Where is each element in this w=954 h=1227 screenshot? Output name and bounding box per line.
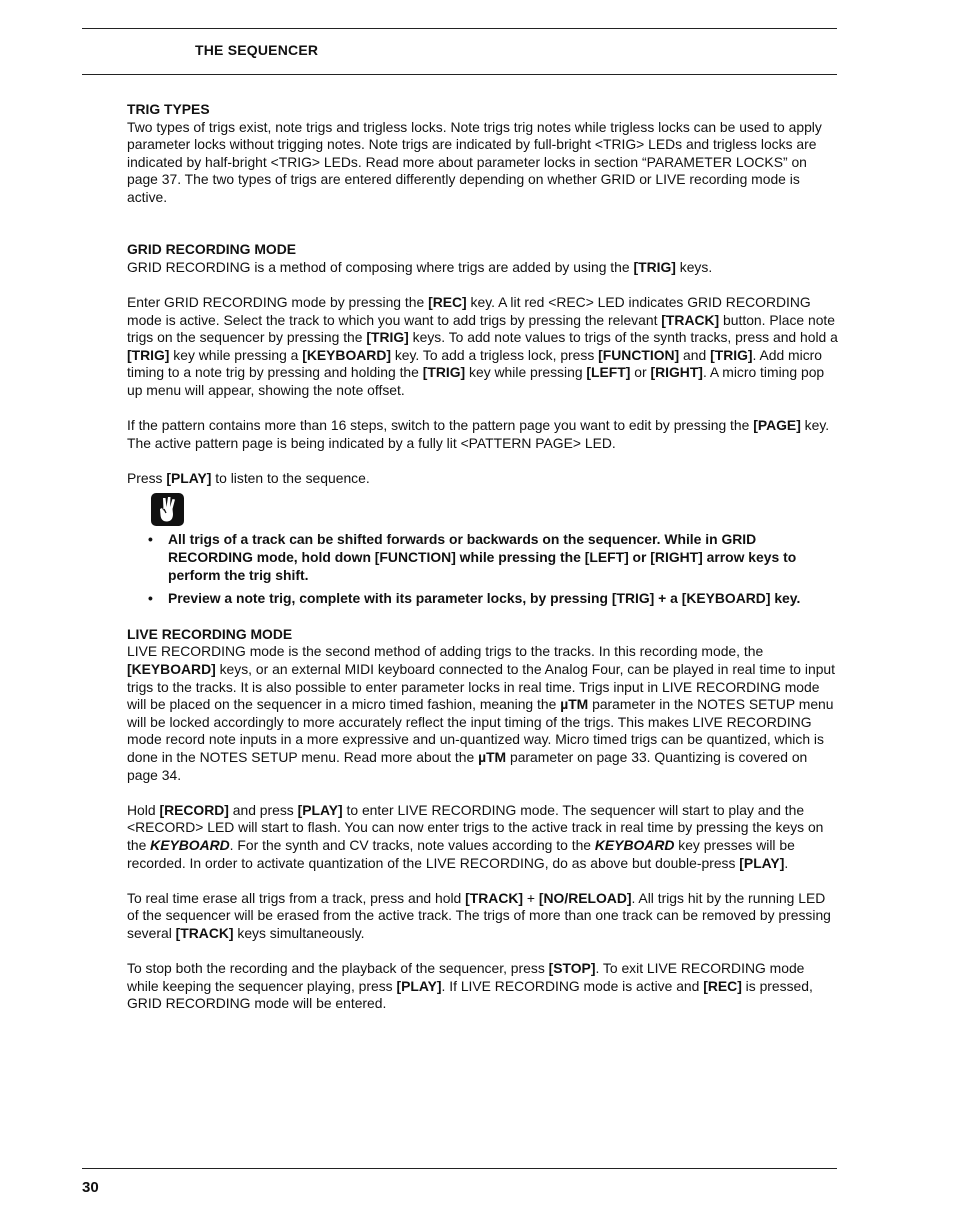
tip-item: • All trigs of a track can be shifted forwards or backwards on the sequencer. While in GRID RECORDING mode, hold down [FUNCTION] while pressing the [LEFT] or [RIGHT] arrow keys to perform the trig shift. [148,531,797,583]
paragraph-grid-3: If the pattern contains more than 16 steps, switch to the pattern page you want to edit by pressing the [PAGE] key. The active pattern page is being indicated by a fully lit <PATTERN PAGE> LED. [127,417,830,451]
hand-tip-icon [151,493,184,526]
tip-item: • Preview a note trig, complete with its parameter locks, by pressing [TRIG] + a [KEYBOARD] key. [148,590,801,607]
paragraph-live-3: To real time erase all trigs from a track, press and hold [TRACK] + [NO/RELOAD]. All trigs hit by the running LED of the sequencer will be erased from the active track. The trigs of more than one track can be removed by pressing several [TRACK] keys simultaneously. [127,889,831,941]
hand-tip-icon-glyph [156,496,180,524]
section-heading-trig-types: TRIG TYPES [127,101,210,117]
paragraph-live-2: Hold [RECORD] and press [PLAY] to enter LIVE RECORDING mode. The sequencer will start to play and the <RECORD> LED will start to flash. You can now enter trigs to the active track in real time by pressing the keys on the KEYBOARD. For the synth and CV tracks, note values according to the KEYBOARD key presses will be recorded. In order to activate quantization of the LIVE RECORDING, do as above but double-press [PLAY]. [127,801,824,871]
paragraph-trig-types: Two types of trigs exist, note trigs and trigless locks. Note trigs trig notes while trigless locks can be used to apply parameter locks without trigging notes. Note trigs are indicated by full-bright <TRIG> LEDs and trigless locks are indicated by half-bright <TRIG> LEDs. Read more about parameter locks in section “PARAMETER LOCKS” on page 37. The two types of trigs are entered differently depending on whether GRID or LIVE recording mode is active. [127,118,822,205]
paragraph-grid-4: Press [PLAY] to listen to the sequence. [127,469,370,486]
paragraph-grid-1: GRID RECORDING is a method of composing where trigs are added by using the [TRIG] keys. [127,258,713,275]
paragraph-live-1: LIVE RECORDING mode is the second method of adding trigs to the tracks. In this recording mode, the [KEYBOARD] keys, or an external MIDI keyboard connected to the Analog Four, can be played in real time to input trigs to the tracks. It is also possible to enter parameter locks in real time. Trigs input in LIVE RECORDING mode will be placed on the sequencer in a micro timed fashion, meaning the µTM parameter in the NOTES SETUP menu will be locked accordingly to more accurately reflect the input timing of the trigs. This makes LIVE RECORDING mode record note inputs in a more expressive and un-quantized way. Micro timed trigs can be quantized, which is done in the NOTES SETUP menu. Read more about the µTM parameter on page 33. Quantizing is covered on page 34. [127,643,836,783]
page-number: 30 [82,1179,99,1196]
section-heading-grid-recording: GRID RECORDING MODE [127,241,297,258]
section-heading-live-recording: LIVE RECORDING MODE [127,625,293,642]
header-rule-bottom [82,74,837,75]
footer-rule [82,1168,837,1169]
paragraph-live-4: To stop both the recording and the playback of the sequencer, press [STOP]. To exit LIVE RECORDING mode while keeping the sequencer playing, press [PLAY]. If LIVE RECORDING mode is active and [REC] is pressed, GRID RECORDING mode will be entered. [127,960,813,1012]
tip-list [127,531,839,607]
header-rule-top [82,28,837,29]
running-header: THE SEQUENCER [195,42,319,58]
page-body [127,101,839,1031]
paragraph-grid-2: Enter GRID RECORDING mode by pressing the [REC] key. A lit red <REC> LED indicates GRID RECORDING mode is active. Select the track to which you want to add trigs by pressing the relevant [TRACK] button. Place note trigs on the sequencer by pressing the [TRIG] keys. To add note values to trigs of the synth tracks, press and hold a [TRIG] key while pressing a [KEYBOARD] key. To add a trigless lock, press [FUNCTION] and [TRIG]. Add micro timing to a note trig by pressing and holding the [TRIG] key while pressing [LEFT] or [RIGHT]. A micro timing pop up menu will appear, showing the note offset. [127,293,838,398]
